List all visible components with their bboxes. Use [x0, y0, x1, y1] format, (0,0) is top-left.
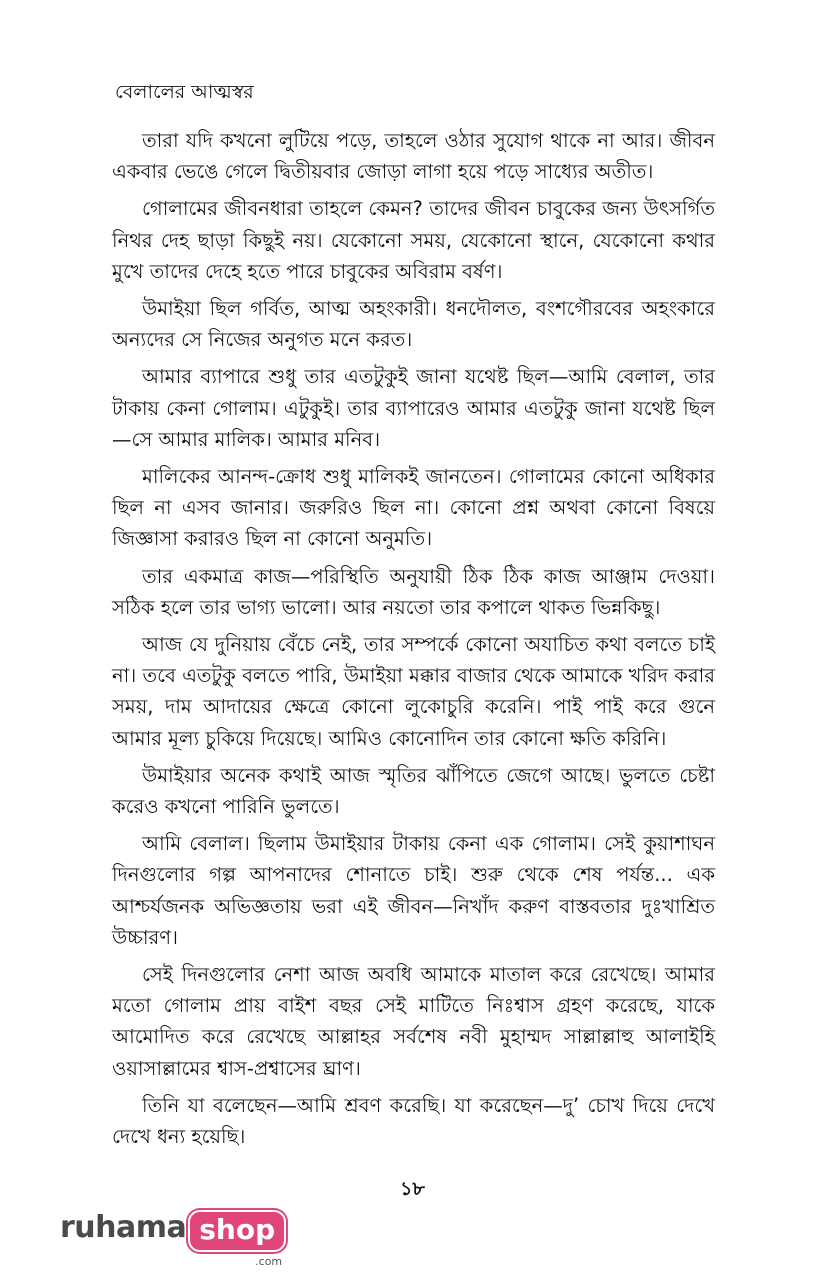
logo-shop-group	[188, 1208, 286, 1268]
paragraph: আজ যে দুনিয়ায় বেঁচে নেই, তার সম্পর্কে কোনো অযাচিত কথা বলতে চাই না। তবে এতটুকু বলতে পারি, উমাইয়া মক্কার বাজার থেকে আমাকে খরিদ করার সময়, দাম আদায়ের ক্ষেত্রে কোনো লুকোচুরি করেনি। পাই পাই করে গুনে আমার মূল্য চুকিয়ে দিয়েছে। আমিও কোনোদিন তার কোনো ক্ষতি করিনি।	[112, 633, 715, 750]
paragraph: উমাইয়া ছিল গর্বিত, আত্ম অহংকারী। ধনদৌলত, বংশগৌরবের অহংকারে অন্যদের সে নিজের অনুগত মনে করত।	[112, 297, 715, 352]
running-header: বেলালের আত্মস্বর	[115, 81, 254, 103]
paragraph: আমি বেলাল। ছিলাম উমাইয়ার টাকায় কেনা এক গোলাম। সেই কুয়াশাঘন দিনগুলোর গল্প আপনাদের শোনাতে চাই। শুরু থেকে শেষ পর্যন্ত... এক আশ্চর্যজনক অভিজ্ঞতায় ভরা এই জীবন—নিখাঁদ করুণ বাস্তবতার দুঃখাশ্রিত উচ্চারণ।	[112, 832, 715, 949]
paragraph: তার একমাত্র কাজ—পরিস্থিতি অনুযায়ী ঠিক ঠিক কাজ আঞ্জাম দেওয়া। সঠিক হলে তার ভাগ্য ভালো। আর নয়তো তার কপালে থাকত ভিন্নকিছু।	[112, 564, 715, 619]
paragraph: মালিকের আনন্দ-ক্রোধ শুধু মালিকই জানতেন। গোলামের কোনো অধিকার ছিল না এসব জানার। জরুরিও ছিল না। কোনো প্রশ্ন অথবা কোনো বিষয়ে জিজ্ঞাসা করারও ছিল না কোনো অনুমতি।	[112, 465, 715, 551]
paragraph: আমার ব্যাপারে শুধু তার এতটুকুই জানা যথেষ্ট ছিল—আমি বেলাল, তার টাকায় কেনা গোলাম। এটুকুই। তার ব্যাপারেও আমার এতটুকু জানা যথেষ্ট ছিল—সে আমার মালিক। আমার মনিব।	[112, 365, 715, 451]
body-text	[112, 125, 715, 1158]
paragraph: গোলামের জীবনধারা তাহলে কেমন? তাদের জীবন চাবুকের জন্য উৎসর্গিত নিথর দেহ ছাড়া কিছুই নয়। যেকোনো সময়, যেকোনো স্থানে, যেকোনো কথার মুখে তাদের দেহে হতে পারে চাবুকের অবিরাম বর্ষণ।	[112, 197, 715, 283]
paragraph: তারা যদি কখনো লুটিয়ে পড়ে, তাহলে ওঠার সুযোগ থাকে না আর। জীবন একবার ভেঙে গেলে দ্বিতীয়বার জোড়া লাগা হয়ে পড়ে সাধ্যের অতীত।	[112, 129, 715, 184]
page-number: ১৮	[400, 1178, 425, 1200]
logo-text-shop: shop	[188, 1210, 286, 1252]
paragraph: সেই দিনগুলোর নেশা আজ অবধি আমাকে মাতাল করে রেখেছে। আমার মতো গোলাম প্রায় বাইশ বছর সেই মাটিতে নিঃশ্বাস গ্রহণ করেছে, যাকে আমোদিত করে রেখেছে আল্লাহর সর্বশেষ নবী মুহাম্মদ সাল্লাল্লাহু আলাইহি ওয়াসাল্লামের শ্বাস-প্রশ্বাসের ঘ্রাণ।	[112, 963, 715, 1080]
logo-text-ruhama: ruhama	[60, 1210, 187, 1245]
paragraph: উমাইয়ার অনেক কথাই আজ স্মৃতির ঝাঁপিতে জেগে আছে। ভুলতে চেষ্টা করেও কখনো পারিনি ভুলতে।	[112, 763, 715, 819]
logo-domain: .com	[255, 1255, 283, 1268]
paragraph: তিনি যা বলেছেন—আমি শ্রবণ করেছি। যা করেছেন—দু’ চোখ দিয়ে দেখে দেখে ধন্য হয়েছি।	[112, 1093, 715, 1149]
ruhamashop-logo	[60, 1208, 286, 1268]
